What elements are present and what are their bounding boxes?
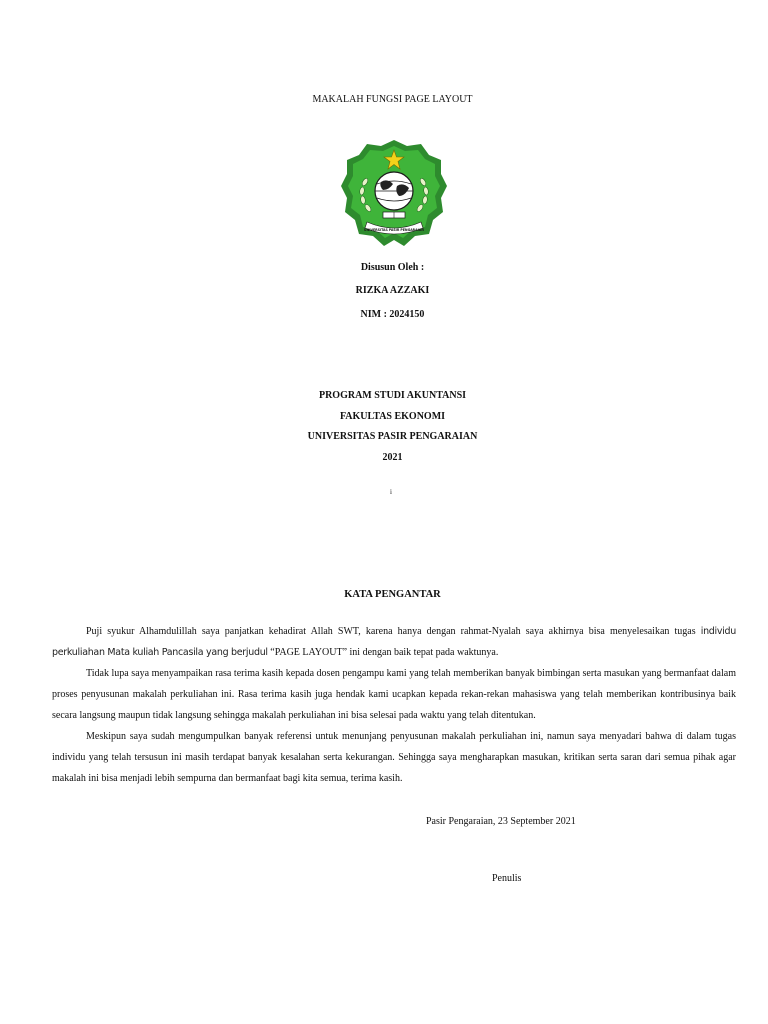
page-number: i [390,488,392,496]
paragraph-1-start: Puji syukur Alhamdulillah saya panjatkan kehadirat Allah SWT, karena hanya dengan rahmat-Nyalah saya akhirnya bisa menyelesaikan tugas [86,626,696,637]
preface-paragraph-2 [52,663,736,726]
preface-heading: KATA PENGANTAR [344,589,441,600]
handwritten-text: individu perkuliahan Mata kuliah Pancasila yang berjudul [52,626,736,658]
signature-label: Penulis [492,873,522,884]
university-name: UNIVERSITAS PASIR PENGARAIAN [307,431,478,442]
preface-paragraph-1 [52,621,736,663]
paragraph-3-text: Meskipun saya sudah mengumpulkan banyak referensi untuk menunjang penyusunan makalah perkuliahan ini, namun saya menyadari bahwa di dalam tugas individu yang telah tersusun ini masih terdapat banyak kesalahan serta kekurangan. Sehingga saya mengharapkan masukan, kritikan serta saran dari semua pihak agar makalah ini bisa menjadi lebih sempurna dan bermanfaat bagi kita semua, terima kasih. [52,731,736,784]
preface-paragraph-3 [52,726,736,789]
student-id: NIM : 2024150 [360,309,425,320]
faculty-name: FAKULTAS EKONOMI [339,411,446,422]
svg-text:UNIVERSITAS PASIR PENGARAIAN: UNIVERSITAS PASIR PENGARAIAN [364,228,424,232]
paragraph-1-end: “PAGE LAYOUT” ini dengan baik tepat pada waktunya. [267,647,499,658]
document-year: 2021 [382,452,403,463]
paragraph-2-text: Tidak lupa saya menyampaikan rasa terima kasih kepada dosen pengampu kami yang telah memberikan banyak bimbingan serta masukan yang bermanfaat dalam proses penyusunan makalah perkuliahan ini. Rasa terima kasih juga hendak kami ucapkan kepada rekan-rekan mahasiswa yang telah memberikan kontribusinya baik secara langsung maupun tidak langsung sehingga makalah perkuliahan ini bisa selesai pada waktu yang telah ditentukan. [52,668,736,721]
compiled-by-label: Disusun Oleh : [360,262,425,273]
author-name: RIZKA AZZAKI [355,285,430,296]
place-date: Pasir Pengaraian, 23 September 2021 [426,816,576,827]
document-title: MAKALAH FUNGSI PAGE LAYOUT [312,94,473,105]
university-logo-icon [341,138,447,248]
study-program: PROGRAM STUDI AKUNTANSI [318,390,467,401]
